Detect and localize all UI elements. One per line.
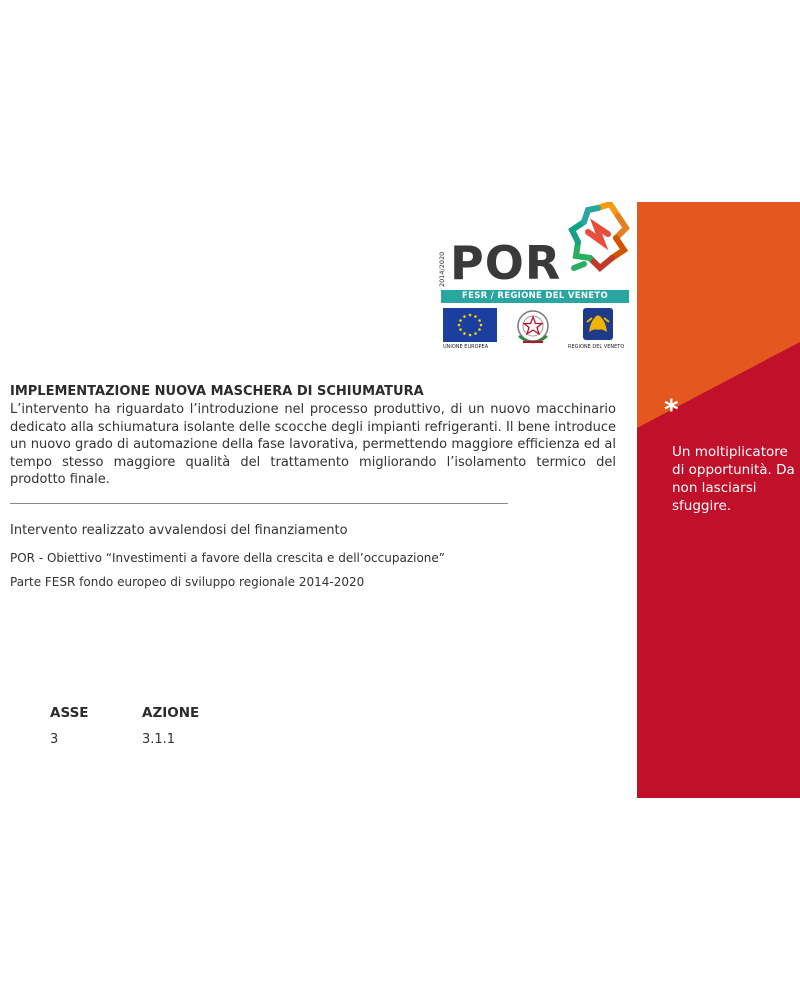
- logo-wordmark: POR: [450, 236, 562, 290]
- italian-republic-emblem-icon: [513, 308, 553, 348]
- veneto-lion-icon: [581, 308, 615, 342]
- veneto-label: REGIONE DEL VENETO: [568, 344, 625, 350]
- main-content: [10, 383, 616, 489]
- logo-years: 2014/2020: [438, 251, 446, 287]
- divider: [10, 503, 508, 504]
- table-value-asse: 3: [50, 732, 59, 747]
- funding-intro: Intervento realizzato avvalendosi del finanziamento: [10, 523, 348, 538]
- asterisk-icon: *: [664, 393, 679, 426]
- promo-banner: [637, 202, 800, 798]
- program-bar: FESR / REGIONE DEL VENETO: [441, 290, 629, 303]
- eu-flag-icon: [443, 308, 497, 342]
- description: L’intervento ha riguardato l’introduzione nel processo produttivo, di un nuovo macchinario dedicato alla schiumatura isolante delle scocche degli impianti refrigeranti. Il bene introduce un nuovo grado di automazione della fase lavorativa, permettendo maggiore efficienza ed al tempo stesso maggiore qualità del trattamento migliorando l’isolamento termico del prodotto finale.: [10, 402, 616, 487]
- eu-label: UNIONE EUROPEA: [443, 344, 489, 350]
- por-flower-icon: [568, 202, 632, 276]
- table-value-azione: 3.1.1: [142, 732, 176, 747]
- table-header-azione: AZIONE: [142, 705, 200, 721]
- funding-line-objective: POR - Obiettivo “Investimenti a favore della crescita e dell’occupazione”: [10, 551, 445, 565]
- funding-line-fesr: Parte FESR fondo europeo di sviluppo regionale 2014-2020: [10, 575, 365, 589]
- page-title: IMPLEMENTAZIONE NUOVA MASCHERA DI SCHIUMATURA: [10, 384, 424, 399]
- por-fesr-logo: [438, 202, 633, 354]
- banner-tagline: Un moltiplicatore di opportunità. Da non lasciarsi sfuggire.: [672, 444, 795, 514]
- table-header-asse: ASSE: [50, 705, 89, 721]
